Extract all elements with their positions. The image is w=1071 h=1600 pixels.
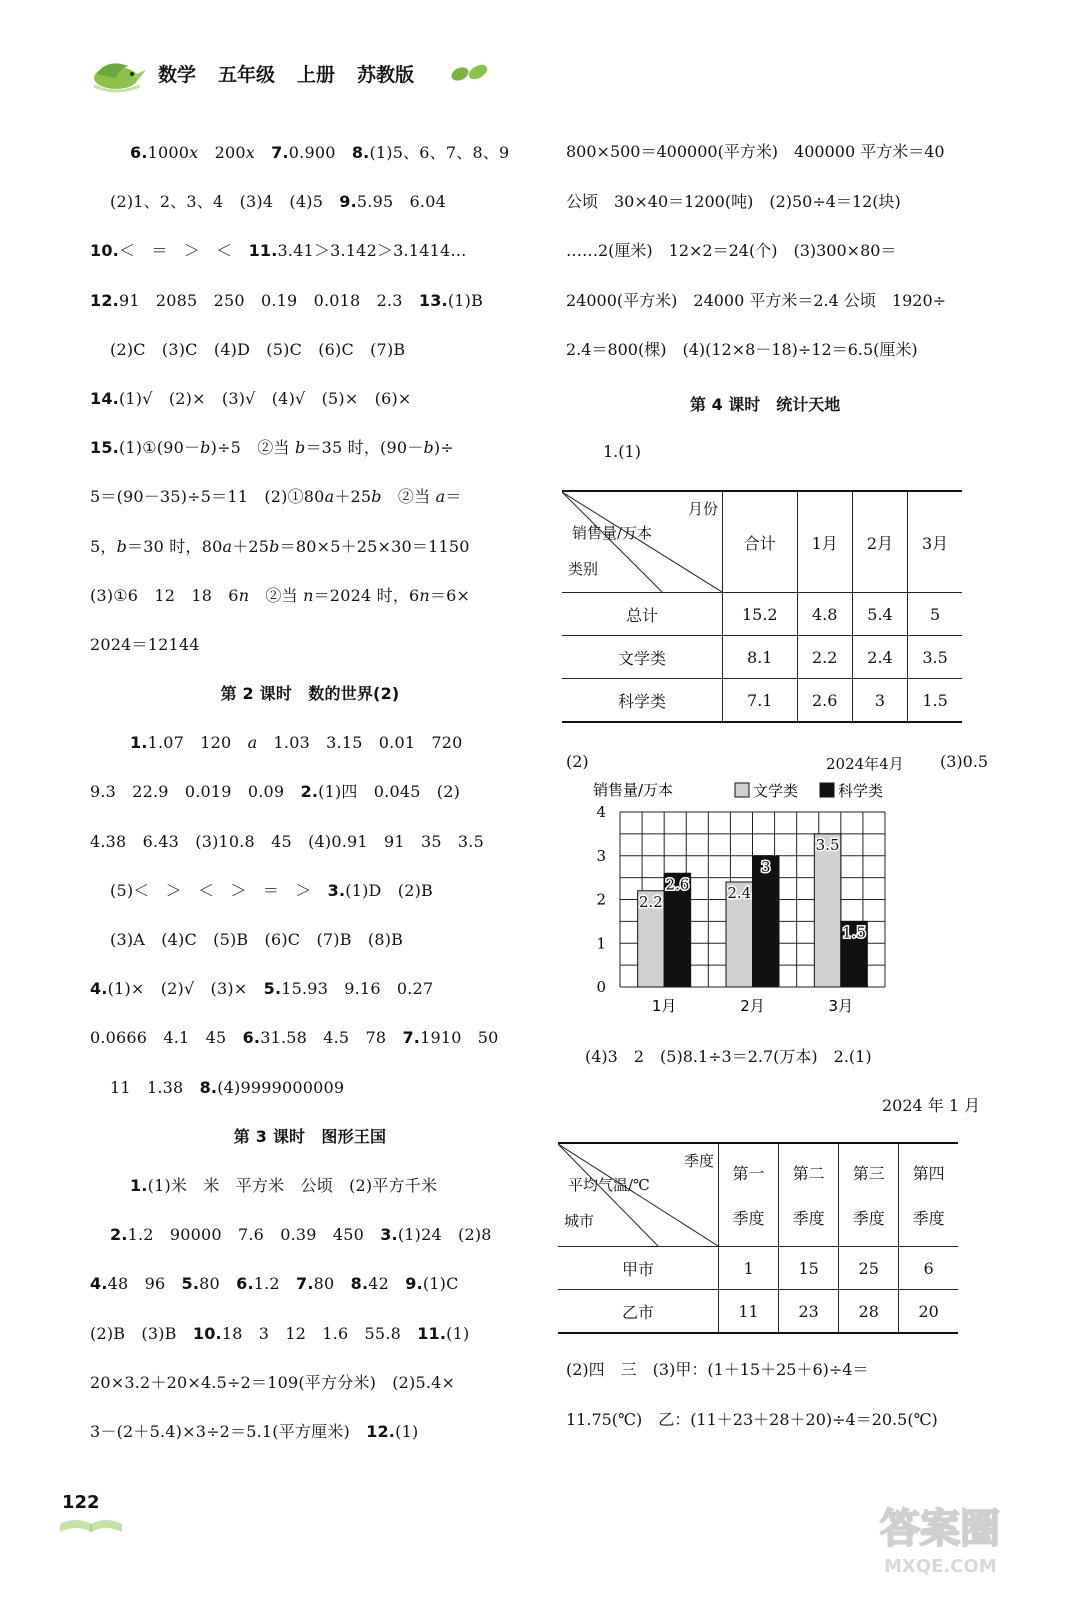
- bird-icon: [88, 56, 148, 96]
- col-header-line: 季度: [852, 1209, 885, 1228]
- table-cell: 8.1: [723, 636, 798, 679]
- table-cell: 7.1: [723, 679, 798, 723]
- diag-bottom-label: 城市: [564, 1212, 595, 1230]
- answer-line: 2.1.2 90000 7.6 0.39 450 3.(1)24 (2)8: [110, 1225, 492, 1245]
- answer-line: 1.1.07 120 a 1.03 3.15 0.01 720: [130, 733, 463, 753]
- table-cell: 3.5: [908, 636, 962, 679]
- col-header-line: 第二: [792, 1164, 825, 1183]
- bar-literature: [814, 834, 841, 987]
- answer-line: (2)C (3)C (4)D (5)C (6)C (7)B: [110, 339, 406, 359]
- diag-top-label: 季度: [683, 1152, 714, 1170]
- row-label: 科学类: [562, 679, 723, 723]
- section-title: 第 3 课时 图形王国: [233, 1126, 387, 1146]
- answer-line: (3)A (4)C (5)B (6)C (7)B (8)B: [110, 930, 404, 949]
- y-tick-label: 3: [596, 846, 606, 865]
- left-column: [90, 128, 530, 1456]
- table-cell: 1.5: [908, 679, 962, 723]
- header-title: [158, 60, 436, 87]
- col-header-line: 第一: [732, 1164, 765, 1183]
- table-cell: 15.2: [723, 593, 798, 636]
- sales-table: [562, 490, 962, 723]
- answer-line: 4.48 96 5.80 6.1.2 7.80 8.42 9.(1)C: [90, 1274, 459, 1294]
- table-cell: 5.4: [852, 593, 907, 636]
- answer-line: 3－(2＋5.4)×3÷2＝5.1(平方厘米) 12.(1): [90, 1421, 419, 1441]
- data-label: 2.2: [638, 892, 663, 911]
- col-header-line: 季度: [792, 1209, 825, 1228]
- answer-line: 4.38 6.43 (3)10.8 45 (4)0.91 91 35 3.5: [90, 831, 484, 851]
- answer-line: ……2(厘米) 12×2＝24(个) (3)300×80＝: [566, 241, 897, 260]
- answer-line: 4.(1)× (2)√ (3)× 5.15.93 9.16 0.27: [90, 979, 434, 999]
- watermark-logo: [870, 1490, 1030, 1580]
- answer-line: 10.＜ ＝ ＞ ＜ 11.3.41＞3.142＞3.1414…: [90, 241, 467, 261]
- table-cell: 28: [839, 1290, 899, 1334]
- col-header-line: 季度: [912, 1209, 945, 1228]
- answer-line: 11.75(℃) 乙：(11＋23＋28＋20)÷4＝20.5(℃): [566, 1410, 938, 1429]
- col-header: 合计: [723, 491, 798, 593]
- col-header: 1月: [797, 491, 852, 593]
- col-header-line: 第三: [852, 1164, 885, 1183]
- legend-label: 文学类: [753, 782, 799, 800]
- table-cell: 2.4: [852, 636, 907, 679]
- answer-line: 5＝(90－35)÷5＝11 (2)①80a＋25b ②当 a＝: [90, 487, 462, 507]
- answer-line: 800×500＝400000(平方米) 400000 平方米＝40: [566, 142, 945, 161]
- answer-line: (3)①6 12 18 6n ②当 n＝2024 时，6n＝6×: [90, 585, 471, 605]
- table-row: [558, 1290, 958, 1334]
- table-cell: 5: [908, 593, 962, 636]
- x-tick-label: 2月: [740, 997, 765, 1015]
- page-header: [88, 52, 508, 102]
- answer-line: (2)四 三 (3)甲：(1＋15＋25＋6)÷4＝: [566, 1360, 869, 1379]
- answer-line: 6.1000x 200x 7.0.900 8.(1)5、6、7、8、9: [130, 143, 510, 162]
- table-cell: 2.6: [797, 679, 852, 723]
- answer-line: 11 1.38 8.(4)9999000009: [110, 1077, 345, 1097]
- x-tick-label: 1月: [651, 997, 677, 1015]
- answer-line: 12.91 2085 250 0.19 0.018 2.3 13.(1)B: [90, 290, 484, 310]
- section-4-title: 第 4 课时 统计天地: [690, 395, 841, 414]
- leaves-icon: [450, 62, 490, 84]
- row-label: 甲市: [558, 1247, 719, 1290]
- data-label: 2.6: [665, 875, 690, 894]
- data-label: 1.5: [842, 923, 867, 942]
- row-label: 乙市: [558, 1290, 719, 1334]
- table-cell: 15: [779, 1247, 839, 1290]
- table-cell: 25: [839, 1247, 899, 1290]
- diag-bottom-label: 类别: [568, 560, 599, 578]
- sales-bar-chart: [585, 775, 905, 1025]
- col-header: [719, 1143, 779, 1247]
- col-header: 3月: [908, 491, 962, 593]
- answer-line: 14.(1)√ (2)× (3)√ (4)√ (5)× (6)×: [90, 388, 412, 408]
- chart-date: 2024年4月: [826, 755, 904, 773]
- table-row: [562, 593, 962, 636]
- answer-line: 20×3.2＋20×4.5÷2＝109(平方分米) (2)5.4×: [90, 1372, 456, 1392]
- svg-text:MXQE.COM: MXQE.COM: [884, 1556, 997, 1577]
- answer-line: 9.3 22.9 0.019 0.09 2.(1)四 0.045 (2): [90, 782, 461, 802]
- table-row: [558, 1247, 958, 1290]
- table-cell: 23: [779, 1290, 839, 1334]
- table-cell: 20: [899, 1290, 958, 1334]
- answer-line: 2024＝12144: [90, 634, 200, 654]
- answer-line: 0.0666 4.1 45 6.31.58 4.5 78 7.1910 50: [90, 1028, 499, 1048]
- col-header-line: 第四: [912, 1164, 945, 1183]
- legend-label: 科学类: [838, 782, 884, 800]
- legend-swatch: [735, 783, 749, 797]
- table-cell: 6: [899, 1247, 958, 1290]
- answer-line: 5，b＝30 时，80a＋25b＝80×5＋25×30＝1150: [90, 536, 470, 556]
- subject-label: 数学: [158, 64, 197, 86]
- answer-line: 15.(1)①(90－b)÷5 ②当 b＝35 时，(90－b)÷: [90, 438, 454, 458]
- svg-text:答案圈: 答案圈: [880, 1506, 1000, 1552]
- diag-top-label: 月份: [687, 500, 718, 518]
- q1-2-label: (2): [566, 752, 589, 771]
- col-header-line: 季度: [732, 1209, 765, 1228]
- sales-table-diag-header: [562, 491, 723, 593]
- table-cell: 3: [852, 679, 907, 723]
- x-tick-label: 3月: [828, 997, 854, 1015]
- page-number-text: 122: [62, 1492, 100, 1513]
- y-tick-label: 2: [596, 890, 606, 909]
- answer-line: 24000(平方米) 24000 平方米＝2.4 公顷 1920÷: [566, 290, 947, 310]
- row-label: 总计: [562, 593, 723, 636]
- answer-line: 2.4＝800(棵) (4)(12×8－18)÷12＝6.5(厘米): [566, 340, 918, 359]
- col-header: [899, 1143, 958, 1247]
- page-number: [62, 1492, 100, 1513]
- diag-mid-label: 销售量/万本: [572, 524, 653, 542]
- section-title: 第 2 课时 数的世界(2): [220, 684, 400, 704]
- table-cell: 1: [719, 1247, 779, 1290]
- col-header: 2月: [852, 491, 907, 593]
- q1-label: 1.(1): [603, 442, 641, 461]
- temp-table-diag-header: [558, 1143, 719, 1247]
- volume-label: 上册: [297, 64, 336, 86]
- table2-date: 2024 年 1 月: [882, 1096, 981, 1115]
- data-label: 3: [760, 857, 771, 876]
- answer-line: (5)＜ ＞ ＜ ＞ ＝ ＞ 3.(1)D (2)B: [110, 880, 434, 900]
- table-row: [562, 636, 962, 679]
- legend-swatch: [820, 783, 834, 797]
- table-cell: 4.8: [797, 593, 852, 636]
- table-cell: 2.2: [797, 636, 852, 679]
- answer-line: 1.(1)米 米 平方米 公顷 (2)平方千米: [130, 1175, 438, 1195]
- col-header: [839, 1143, 899, 1247]
- table-cell: 11: [719, 1290, 779, 1334]
- y-axis-label: 销售量/万本: [593, 781, 674, 799]
- answer-line: 公顷 30×40＝1200(吨) (2)50÷4＝12(块): [566, 191, 901, 211]
- y-tick-label: 0: [596, 978, 606, 996]
- answer-line: (2)B (3)B 10.18 3 12 1.6 55.8 11.(1): [90, 1323, 470, 1343]
- diag-mid-label: 平均气温/℃: [568, 1176, 650, 1194]
- q1-3-answer: (3)0.5: [940, 752, 989, 771]
- temperature-table: [558, 1142, 958, 1334]
- grade-label: 五年级: [218, 64, 276, 86]
- q1-4-line: (4)3 2 (5)8.1÷3＝2.7(万本) 2.(1): [585, 1047, 872, 1066]
- answer-line: (2)1、2、3、4 (3)4 (4)5 9.5.95 6.04: [110, 192, 446, 212]
- col-header: [779, 1143, 839, 1247]
- row-label: 文学类: [562, 636, 723, 679]
- y-tick-label: 1: [596, 934, 606, 953]
- y-tick-label: 4: [596, 803, 606, 821]
- data-label: 2.4: [727, 884, 752, 902]
- table-row: [562, 679, 962, 723]
- edition-label: 苏教版: [357, 64, 415, 86]
- data-label: 3.5: [815, 835, 840, 854]
